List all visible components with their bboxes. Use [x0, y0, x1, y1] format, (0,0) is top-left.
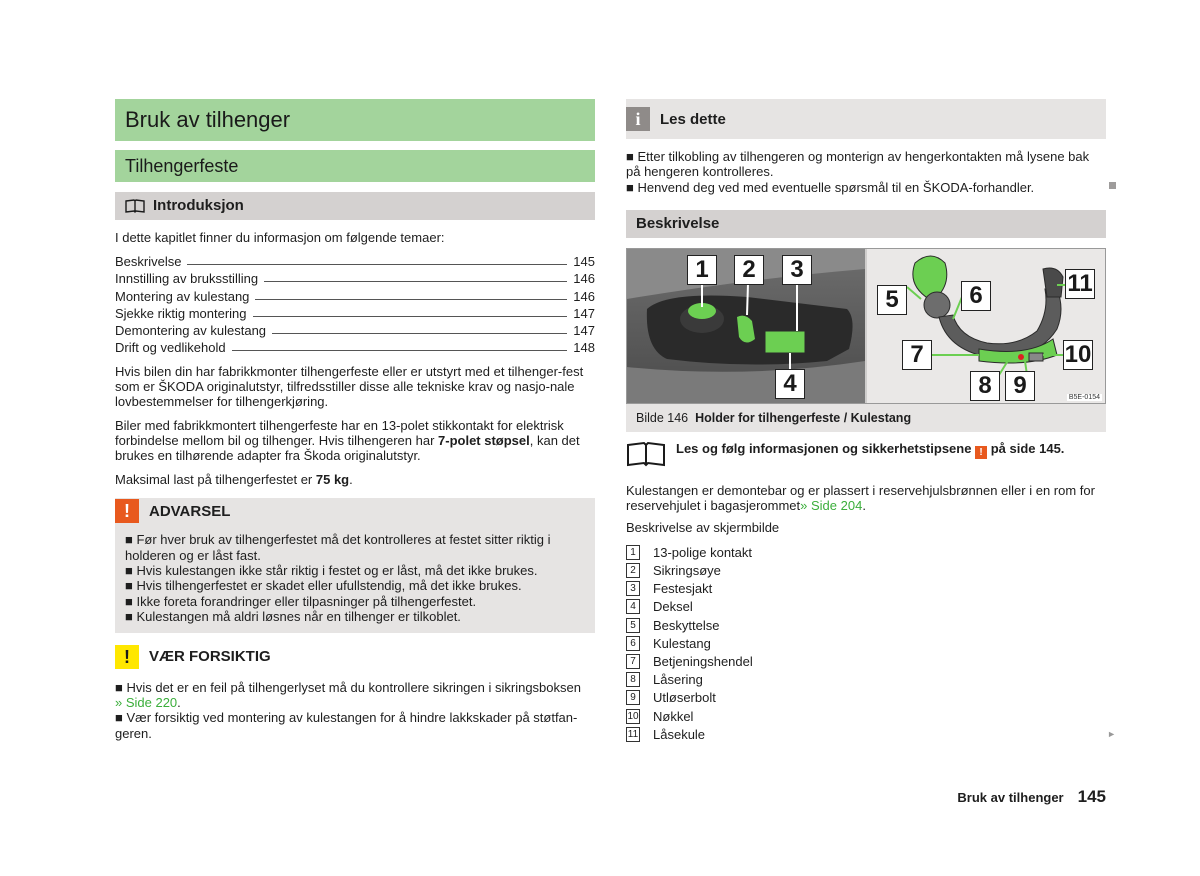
legend-item: 5 Beskyttelse	[626, 616, 1106, 634]
right-column	[626, 99, 1116, 743]
callout-5: 5	[877, 285, 907, 315]
callout-11: 11	[1065, 269, 1095, 299]
legend-item: 6 Kulestang	[626, 634, 1106, 652]
callout-6: 6	[961, 281, 991, 311]
figure-tow-hitch	[626, 248, 1106, 404]
callout-4: 4	[775, 369, 805, 399]
toc-item[interactable]: Sjekke riktig montering 147	[115, 305, 595, 321]
page-footer	[957, 787, 1106, 807]
description-subheading: Beskrivelse av skjermbilde	[626, 520, 780, 536]
description-heading: Beskrivelse	[626, 210, 1106, 238]
caption-title: Holder for tilhengerfeste / Kulestang	[695, 411, 912, 426]
caution-title: VÆR FORSIKTIG	[149, 648, 271, 666]
info-item: ■ Etter tilkobling av tilhengeren og monterign av hengerkontakten må lysene bak på hengeren kontrolleres.	[626, 149, 1090, 180]
warning-title: ADVARSEL	[149, 502, 231, 520]
paragraph: Biler med fabrikkmontert tilhengerfeste har en 13-polet stikkontakt for elektrisk forbindelse mellom bil og tilhenger. Hvis tilhengeren har 7-polet støpsel, kan det brukes en tilhørende adapter fra Škoda originalutstyr.	[115, 418, 580, 464]
toc-item[interactable]: Montering av kulestang 146	[115, 288, 595, 304]
callout-3: 3	[782, 255, 812, 285]
section-title: Tilhengerfeste	[115, 150, 595, 182]
toc-item[interactable]: Innstilling av bruksstilling 146	[115, 271, 595, 287]
intro-heading-label: Introduksjon	[153, 197, 244, 214]
warning-item: ■ Hvis kulestangen ikke står riktig i festet og er låst, må det ikke brukes.	[125, 562, 538, 578]
page-link[interactable]: » Side 220	[115, 694, 178, 710]
legend-item: 8 Låsering	[626, 671, 1106, 689]
legend-item: 1 13-polige kontakt	[626, 543, 1106, 561]
warning-item: ■ Ikke foreta forandringer eller tilpasninger på tilhengerfestet.	[125, 593, 477, 609]
legend-item: 9 Utløserbolt	[626, 689, 1106, 707]
legend-item: 7 Betjeningshendel	[626, 652, 1106, 670]
description-paragraph: Kulestangen er demontebar og er plassert i reservehjulsbrønnen eller i en rom for reservehjulet i bagasjerommet» Side 204.	[626, 483, 1095, 514]
callout-2: 2	[734, 255, 764, 285]
continue-arrow-icon: ►	[1107, 729, 1116, 740]
legend-item: 4 Deksel	[626, 598, 1106, 616]
figure-left-photo	[627, 249, 865, 403]
info-item: ■ Henvend deg ved med eventuelle spørsmål til en ŠKODA-forhandler.	[626, 179, 1035, 195]
info-body	[626, 149, 1106, 195]
open-book-icon	[626, 441, 666, 467]
callout-8: 8	[970, 371, 1000, 401]
figure-right-drawing	[867, 249, 1105, 403]
legend-item: 2 Sikringsøye	[626, 561, 1106, 579]
caution-item: ■ Hvis det er en feil på tilhengerlyset må du kontrollere sikringen i sikringsboksen » Side 220.	[115, 679, 581, 710]
legend-list	[626, 543, 1116, 743]
callout-7: 7	[902, 340, 932, 370]
paragraph: Hvis bilen din har fabrikkmonter tilhengerfeste eller er utstyrt med et tilhenger-fest som er ŠKODA originalutstyr, tilfredsstiller disse alle tekniske krav og nasjo-nale lovbestemmelser for tilhengerkjøring.	[115, 364, 584, 410]
warning-item: ■ Før hver bruk av tilhengerfestet må det kontrolleres at festet sitter riktig i holderen og er låst fast.	[125, 532, 551, 563]
legend-item: 11 Låsekule	[627, 726, 706, 742]
caution-icon: !	[115, 645, 139, 669]
caption-prefix: Bilde 146	[636, 411, 689, 426]
section-end-marker	[1109, 182, 1116, 189]
callout-1: 1	[687, 255, 717, 285]
footer-section: Bruk av tilhenger	[957, 790, 1064, 805]
read-note	[626, 440, 1106, 467]
toc-list	[115, 252, 595, 355]
book-icon	[125, 199, 145, 213]
legend-item: 10 Nøkkel	[627, 708, 694, 724]
toc-item[interactable]: Beskrivelse 145	[115, 254, 595, 270]
left-column	[115, 99, 595, 741]
chapter-title: Bruk av tilhenger	[115, 99, 595, 141]
read-note-text: Les og følg informasjonen og sikkerhetstipsene ! på side 145.	[676, 441, 1065, 459]
paragraph: Maksimal last på tilhengerfestet er 75 kg.	[115, 472, 353, 488]
callout-10: 10	[1064, 341, 1092, 369]
toc-item[interactable]: Drift og vedlikehold 148	[115, 340, 595, 356]
toc-item[interactable]: Demontering av kulestang 147	[115, 322, 595, 338]
intro-lead: I dette kapitlet finner du informasjon om følgende temaer:	[115, 230, 445, 245]
info-title: Les dette	[660, 110, 726, 128]
caution-box	[115, 644, 595, 742]
callout-9: 9	[1005, 371, 1035, 401]
page-number: 145	[1077, 787, 1106, 806]
caution-item: ■ Vær forsiktig ved montering av kulestangen for å hindre lakkskader på støtfan-geren.	[115, 710, 578, 741]
warning-icon: !	[115, 499, 139, 523]
legend-item: 3 Festesjakt	[626, 580, 1106, 598]
warning-mini-icon: !	[975, 446, 987, 459]
warning-box	[115, 498, 595, 632]
info-heading	[626, 99, 1106, 139]
page-link[interactable]: » Side 204	[800, 498, 863, 514]
warning-item: ■ Kulestangen må aldri løsnes når en tilhenger er tilkoblet.	[125, 609, 461, 625]
intro-heading	[115, 192, 595, 220]
figure-code: B5E-0154	[1068, 394, 1100, 402]
warning-item: ■ Hvis tilhengerfestet er skadet eller ufullstendig, må det ikke brukes.	[125, 578, 522, 594]
figure-caption	[626, 404, 1106, 432]
info-icon: i	[626, 107, 650, 131]
